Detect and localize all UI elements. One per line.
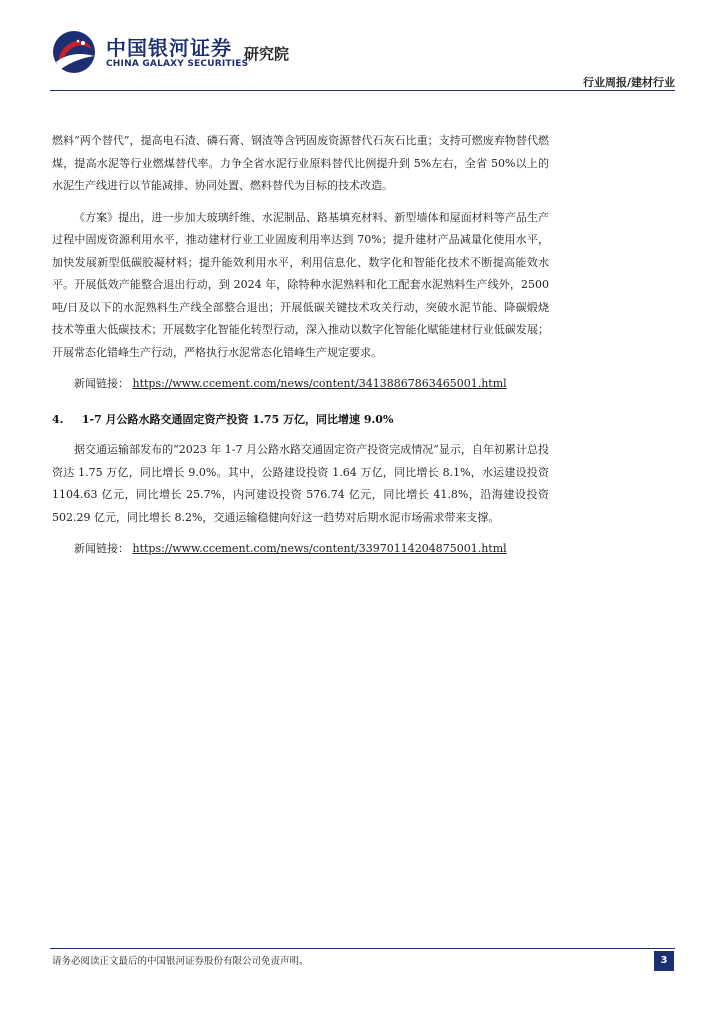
news-link[interactable]: https://www.ccement.com/news/content/34138867863465001.html: [132, 377, 507, 390]
brand-name-cn: 中国银河证券: [106, 36, 232, 60]
news-link[interactable]: https://www.ccement.com/news/content/33970114204875001.html: [132, 542, 507, 555]
news-link-line: [52, 373, 549, 395]
main-content: [52, 130, 549, 574]
footer-divider: [50, 948, 675, 949]
section-number: 4.: [52, 413, 64, 426]
section-title: 1-7 月公路水路交通固定资产投资 1.75 万亿，同比增速 9.0%: [81, 413, 394, 426]
research-institute-label: 研究院: [244, 45, 290, 63]
paragraph: 燃料“两个替代”，提高电石渣、磷石膏、钢渣等含钙固废资源替代石灰石比重；支持可燃废弃物替代燃煤，提高水泥等行业燃煤替代率。力争全省水泥行业原料替代比例提升到 5%左右，全省 50%以上的水泥生产线进行以节能减排、协同处置、燃料替代为目标的技术改造。: [52, 134, 549, 192]
header-divider: [50, 90, 675, 91]
paragraph: 据交通运输部发布的“2023 年 1-7 月公路水路交通固定资产投资完成情况”显示，自年初累计总投资达 1.75 万亿，同比增长 9.0%。其中，公路建设投资 1.64 万亿，同比增长 8.1%，水运建设投资 1104.63 亿元，同比增长 25.7%，内河建设投资 576.74 亿元，同比增长 41.8%，沿海建设投资 502.29 亿元，同比增长 8.2%，交通运输稳健向好这一趋势对后期水泥市场需求带来支撑。: [52, 443, 549, 524]
report-category: 行业周报/建材行业: [582, 76, 675, 89]
news-link-label: 新闻链接：: [74, 542, 129, 555]
page-header: [50, 26, 675, 90]
news-link-line: [52, 538, 549, 560]
paragraph: 《方案》提出，进一步加大玻璃纤维、水泥制品、路基填充材料、新型墙体和屋面材料等产品生产过程中固废资源利用水平，推动建材行业工业固废利用率达到 70%；提升建材产品减量化使用水平，加快发展新型低碳胶凝材料；提升能效利用水平，利用信息化、数字化和智能化技术不断提高能效水平。开展低效产能整合退出行动，到 2024 年，除特种水泥熟料和化工配套水泥熟料生产线外，2500 吨/日及以下的水泥熟料生产线全部整合退出；开展低碳关键技术攻关行动，突破水泥节能、降碳煅烧技术等重大低碳技术；开展数字化智能化转型行动，深入推动以数字化智能化赋能建材行业低碳发展；开展常态化错峰生产行动，严格执行水泥常态化错峰生产规定要求。: [52, 210, 549, 359]
brand-name-en: CHINA GALAXY SECURITIES: [106, 59, 249, 69]
galaxy-logo-icon: [50, 28, 98, 76]
news-link-label: 新闻链接：: [74, 377, 129, 390]
disclaimer-text: 请务必阅读正文最后的中国银河证券股份有限公司免责声明。: [52, 956, 309, 967]
page-number: 3: [654, 951, 674, 971]
section-heading: [52, 409, 549, 431]
